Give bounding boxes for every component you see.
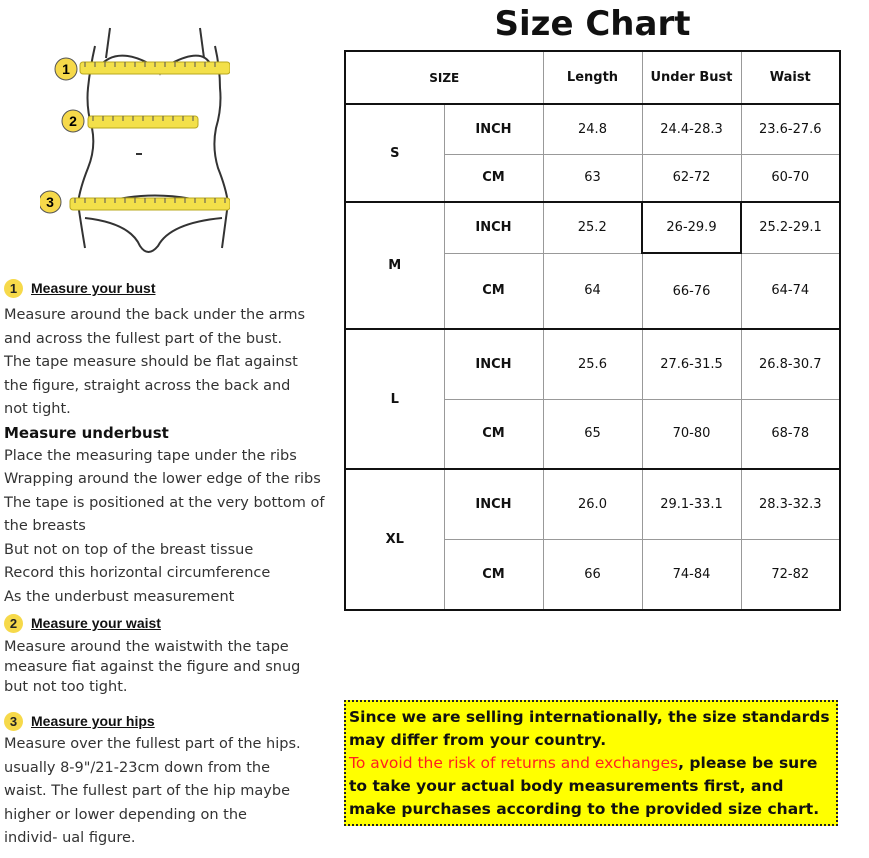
- under-bust-cell: 74-84: [642, 539, 741, 610]
- unit-cell: CM: [444, 253, 543, 329]
- waist-cell: 72-82: [741, 539, 840, 610]
- waist-step-title: Measure your waist: [31, 615, 161, 631]
- unit-cell: CM: [444, 399, 543, 469]
- bust-line: the figure, straight across the back and: [4, 377, 291, 394]
- under-bust-cell: 62-72: [642, 154, 741, 202]
- hips-line: individ- ual figure.: [4, 830, 136, 846]
- svg-text:1: 1: [62, 61, 70, 77]
- size-chart-table: [344, 50, 841, 611]
- page-title: Size Chart: [494, 4, 691, 44]
- hips-step-heading: [4, 709, 334, 733]
- size-label: L: [345, 329, 444, 469]
- underbust-line: the breasts: [4, 518, 86, 534]
- header-length: Length: [543, 51, 642, 104]
- size-label: S: [345, 104, 444, 202]
- waist-tape: [88, 116, 198, 128]
- length-cell: 24.8: [543, 104, 642, 154]
- svg-text:2: 2: [69, 113, 77, 129]
- body-measurement-illustration: [40, 18, 230, 268]
- step-number-badge: 1: [4, 279, 23, 298]
- table-row: [345, 469, 840, 539]
- measurement-instructions: [4, 276, 334, 851]
- under-bust-cell: 70-80: [642, 399, 741, 469]
- hips-line: higher or lower depending on the: [4, 806, 247, 823]
- waist-cell: 64-74: [741, 253, 840, 329]
- bust-line: and across the fullest part of the bust.: [4, 330, 283, 347]
- waist-step-heading: [4, 611, 334, 635]
- underbust-line: But not on top of the breast tissue: [4, 541, 254, 558]
- unit-cell: INCH: [444, 469, 543, 539]
- size-label: XL: [345, 469, 444, 610]
- under-bust-cell: 27.6-31.5: [642, 329, 741, 399]
- underbust-line: As the underbust measurement: [4, 588, 235, 605]
- notice-intro: Since we are selling internationally, the size standards may differ from your country.: [349, 708, 830, 749]
- bust-step-heading: [4, 276, 334, 300]
- length-cell: 26.0: [543, 469, 642, 539]
- under-bust-cell: 66-76: [642, 253, 741, 329]
- hips-step-title: Measure your hips: [31, 713, 155, 729]
- waist-cell: 25.2-29.1: [741, 202, 840, 253]
- hips-line: waist. The fullest part of the hip maybe: [4, 783, 291, 799]
- bust-line: The tape measure should be flat against: [4, 354, 298, 370]
- table-row: [345, 104, 840, 154]
- header-size: SIZE: [345, 51, 543, 104]
- waist-cell: 60-70: [741, 154, 840, 202]
- unit-cell: INCH: [444, 202, 543, 253]
- unit-cell: CM: [444, 154, 543, 202]
- waist-cell: 68-78: [741, 399, 840, 469]
- header-waist: Waist: [741, 51, 840, 104]
- step-number-badge: 2: [4, 614, 23, 633]
- under-bust-cell: 24.4-28.3: [642, 104, 741, 154]
- unit-cell: INCH: [444, 104, 543, 154]
- underbust-title: Measure underbust: [4, 423, 169, 442]
- notice-instruction: , please be sure to take your actual body measurements first, and make purchases according to the provided size chart.: [349, 754, 820, 818]
- unit-cell: CM: [444, 539, 543, 610]
- under-bust-cell: 26-29.9: [642, 202, 741, 253]
- table-row: [345, 329, 840, 399]
- bust-line: Measure around the back under the arms: [4, 307, 306, 323]
- length-cell: 66: [543, 539, 642, 610]
- waist-cell: 26.8-30.7: [741, 329, 840, 399]
- svg-text:3: 3: [46, 194, 54, 210]
- under-bust-cell: 29.1-33.1: [642, 469, 741, 539]
- waist-cell: 28.3-32.3: [741, 469, 840, 539]
- header-under-bust: Under Bust: [642, 51, 741, 104]
- bust-line: not tight.: [4, 401, 71, 417]
- bust-step-title: Measure your bust: [31, 280, 156, 296]
- marker-1: [55, 58, 77, 80]
- bust-tape: [80, 62, 230, 74]
- underbust-line: Wrapping around the lower edge of the ribs: [4, 471, 321, 487]
- notice-warning: To avoid the risk of returns and exchanges: [349, 754, 679, 772]
- marker-2: [62, 110, 84, 132]
- underbust-line: Record this horizontal circumference: [4, 565, 271, 581]
- hips-line: usually 8-9"/21-23cm down from the: [4, 759, 271, 776]
- length-cell: 25.2: [543, 202, 642, 253]
- size-label: M: [345, 202, 444, 329]
- length-cell: 63: [543, 154, 642, 202]
- waist-line: measure fiat against the figure and snug: [4, 659, 301, 675]
- underbust-line: The tape is positioned at the very bottom of: [4, 494, 325, 511]
- length-cell: 25.6: [543, 329, 642, 399]
- hips-line: Measure over the fullest part of the hips.: [4, 736, 301, 752]
- step-number-badge: 3: [4, 712, 23, 731]
- marker-3: [40, 191, 61, 213]
- waist-line: Measure around the waistwith the tape: [4, 639, 289, 655]
- underbust-line: Place the measuring tape under the ribs: [4, 447, 297, 464]
- international-size-notice: [344, 700, 838, 826]
- waist-line: but not too tight.: [4, 679, 128, 695]
- table-header-row: [345, 51, 840, 104]
- hips-tape: [70, 198, 230, 210]
- waist-cell: 23.6-27.6: [741, 104, 840, 154]
- table-row: [345, 202, 840, 253]
- unit-cell: INCH: [444, 329, 543, 399]
- length-cell: 64: [543, 253, 642, 329]
- length-cell: 65: [543, 399, 642, 469]
